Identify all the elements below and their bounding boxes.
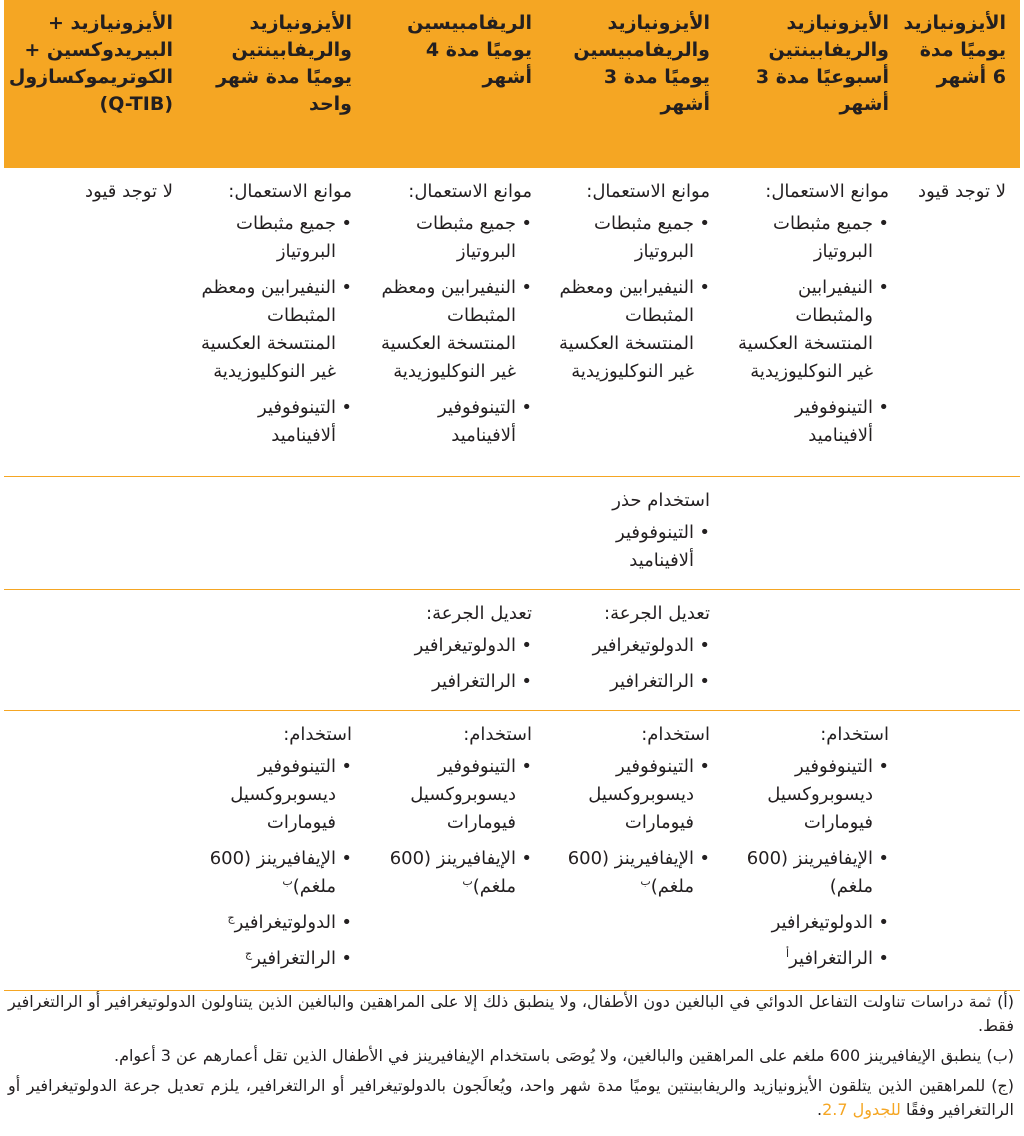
list-item: • التينوفوفير ديسوبروكسيل فيومارات bbox=[195, 753, 352, 837]
drug-list bbox=[732, 210, 889, 450]
list-item: • جميع مثبطات البروتياز bbox=[195, 210, 352, 266]
footnote-marker: ب bbox=[640, 874, 651, 888]
list-item bbox=[374, 845, 532, 901]
list-item: • النيفيرابين ومعظم المثبطات المنتسخة العكسية غير النوكليوزيدية bbox=[554, 274, 710, 386]
list-item bbox=[554, 845, 710, 901]
cell bbox=[366, 168, 546, 476]
footnote-c bbox=[8, 1074, 1014, 1122]
cell bbox=[366, 476, 546, 589]
footnotes bbox=[8, 990, 1014, 1128]
cell bbox=[903, 710, 1020, 990]
dose-adjust-heading: تعديل الجرعة: bbox=[426, 602, 532, 624]
list-item: • جميع مثبطات البروتياز bbox=[374, 210, 532, 266]
list-item bbox=[195, 909, 352, 937]
cell bbox=[546, 710, 724, 990]
list-item: • الدولوتيغرافير bbox=[732, 909, 889, 937]
cell bbox=[187, 476, 366, 589]
cell bbox=[4, 589, 187, 710]
footnote-c-end: . bbox=[816, 1100, 823, 1119]
item-text: الرالتغرافير bbox=[789, 947, 873, 969]
list-item: • جميع مثبطات البروتياز bbox=[554, 210, 710, 266]
list-item: • التينوفوفير ديسوبروكسيل فيومارات bbox=[554, 753, 710, 837]
header-3hp: الأيزونيازيد والريفابينتين أسبوعيًا مدة 3 أشهر bbox=[724, 0, 903, 168]
caution-heading: استخدام حذر bbox=[612, 489, 710, 511]
contraindications-heading: موانع الاستعمال: bbox=[228, 181, 352, 202]
row-caution bbox=[4, 476, 1020, 589]
list-item: • التينوفوفير ألافيناميد bbox=[374, 394, 532, 450]
contraindications-heading: موانع الاستعمال: bbox=[586, 181, 710, 202]
item-text: الرالتغرافير bbox=[252, 947, 336, 969]
footnote-a-mark: (أ) bbox=[997, 992, 1014, 1011]
list-item: • النيفيرابين ومعظم المثبطات المنتسخة العكسية غير النوكليوزيدية bbox=[195, 274, 352, 386]
item-text: الدولوتيغرافير bbox=[234, 911, 336, 933]
list-item: • التينوفوفير ألافيناميد bbox=[195, 394, 352, 450]
drug-list bbox=[374, 632, 532, 696]
cell bbox=[903, 476, 1020, 589]
cell bbox=[546, 168, 724, 476]
no-restrictions: لا توجد قيود bbox=[918, 181, 1006, 202]
item-text: الإيفافيرينز (600 ملغم) bbox=[389, 847, 516, 897]
footnote-a bbox=[8, 990, 1014, 1038]
cell bbox=[4, 168, 187, 476]
list-item: • التينوفوفير ديسوبروكسيل فيومارات bbox=[732, 753, 889, 837]
footnote-marker: ج bbox=[244, 946, 253, 960]
use-heading: استخدام: bbox=[820, 723, 889, 745]
row-use bbox=[4, 710, 1020, 990]
cell bbox=[724, 476, 903, 589]
item-text: الإيفافيرينز (600 ملغم) bbox=[209, 847, 336, 897]
cell bbox=[903, 168, 1020, 476]
table-2-7-link[interactable]: للجدول 2.7 bbox=[822, 1100, 901, 1119]
cell bbox=[724, 710, 903, 990]
list-item: • النيفيرابين والمثبطات المنتسخة العكسية غير النوكليوزيدية bbox=[732, 274, 889, 386]
cell bbox=[546, 476, 724, 589]
footnote-b: (ب) ينطبق الإيفافيرينز 600 ملغم على المراهقين والبالغين، ولا يُوصَى باستخدام الإيفافيرينز في الأطفال الذين تقل أعمارهم عن 3 أعوام. bbox=[113, 1046, 1014, 1065]
list-item: • التينوفوفير ديسوبروكسيل فيومارات bbox=[374, 753, 532, 837]
header-1hp: الأيزونيازيد والريفابينتين يوميًا مدة شهر واحد bbox=[187, 0, 366, 168]
header-qtib: الأيزونيازيد + البيريدوكسين + الكوتريموكسازول (Q-TIB) bbox=[4, 0, 187, 168]
footnote-marker: ب bbox=[282, 874, 293, 888]
cell bbox=[546, 589, 724, 710]
list-item: • الدولوتيغرافير bbox=[374, 632, 532, 660]
drug-list bbox=[554, 632, 710, 696]
no-restrictions: لا توجد قيود bbox=[85, 181, 173, 202]
list-item bbox=[732, 945, 889, 973]
use-heading: استخدام: bbox=[641, 723, 710, 745]
cell bbox=[187, 589, 366, 710]
use-heading: استخدام: bbox=[283, 723, 352, 745]
list-item: • التينوفوفير ألافيناميد bbox=[554, 519, 710, 575]
list-item: • التينوفوفير ألافيناميد bbox=[732, 394, 889, 450]
list-item bbox=[195, 845, 352, 901]
cell bbox=[187, 710, 366, 990]
list-item: • جميع مثبطات البروتياز bbox=[732, 210, 889, 266]
cell bbox=[903, 589, 1020, 710]
contraindications-heading: موانع الاستعمال: bbox=[408, 181, 532, 202]
use-heading: استخدام: bbox=[463, 723, 532, 745]
drug-list bbox=[374, 210, 532, 450]
drug-list bbox=[554, 519, 710, 575]
regimen-interactions-table bbox=[4, 0, 1020, 991]
cell bbox=[366, 589, 546, 710]
footnote-c-mark: (ج) bbox=[991, 1076, 1014, 1095]
drug-list bbox=[195, 753, 352, 973]
drug-list bbox=[554, 753, 710, 901]
cell bbox=[366, 710, 546, 990]
footnote-marker: أ bbox=[786, 946, 790, 960]
list-item: • الرالتغرافير bbox=[374, 668, 532, 696]
contraindications-heading: موانع الاستعمال: bbox=[765, 181, 889, 202]
header-4r: الريفامبيسين يوميًا مدة 4 أشهر bbox=[366, 0, 546, 168]
dose-adjust-heading: تعديل الجرعة: bbox=[604, 602, 710, 624]
list-item: • النيفيرابين ومعظم المثبطات المنتسخة العكسية غير النوكليوزيدية bbox=[374, 274, 532, 386]
row-contraindications bbox=[4, 168, 1020, 476]
cell bbox=[724, 168, 903, 476]
footnote-marker: ج bbox=[227, 910, 235, 924]
cell bbox=[4, 476, 187, 589]
list-item: • الرالتغرافير bbox=[554, 668, 710, 696]
cell bbox=[187, 168, 366, 476]
list-item: • الإيفافيرينز (600 ملغم) bbox=[732, 845, 889, 901]
cell bbox=[4, 710, 187, 990]
drug-list bbox=[374, 753, 532, 901]
footnote-c-text: للمراهقين الذين يتلقون الأيزونيازيد والريفابينتين يوميًا مدة شهر واحد، ويُعالَجون بالدولوتيغرافير أو الرالتغرافير، يلزم تعديل جرعة الدولوتيغرافير أو الرالتغرافير وفقًا bbox=[8, 1076, 1014, 1119]
item-text: الإيفافيرينز (600 ملغم) bbox=[567, 847, 694, 897]
header-6h: الأيزونيازيد يوميًا مدة 6 أشهر bbox=[903, 0, 1020, 168]
cell bbox=[724, 589, 903, 710]
list-item bbox=[195, 945, 352, 973]
drug-list bbox=[732, 753, 889, 973]
drug-list bbox=[554, 210, 710, 386]
header-row bbox=[4, 0, 1020, 168]
footnote-marker: ب bbox=[462, 874, 473, 888]
list-item: • الدولوتيغرافير bbox=[554, 632, 710, 660]
footnote-a-text: ثمة دراسات تناولت التفاعل الدوائي في البالغين دون الأطفال، ولا ينطبق ذلك إلا على المراهقين والبالغين الذين يتناولون الدولوتيغرافير أو الرالتغرافير فقط. bbox=[8, 992, 1014, 1035]
header-3hr: الأيزونيازيد والريفامبيسين يوميًا مدة 3 أشهر bbox=[546, 0, 724, 168]
row-dose-adjustment bbox=[4, 589, 1020, 710]
drug-list bbox=[195, 210, 352, 450]
